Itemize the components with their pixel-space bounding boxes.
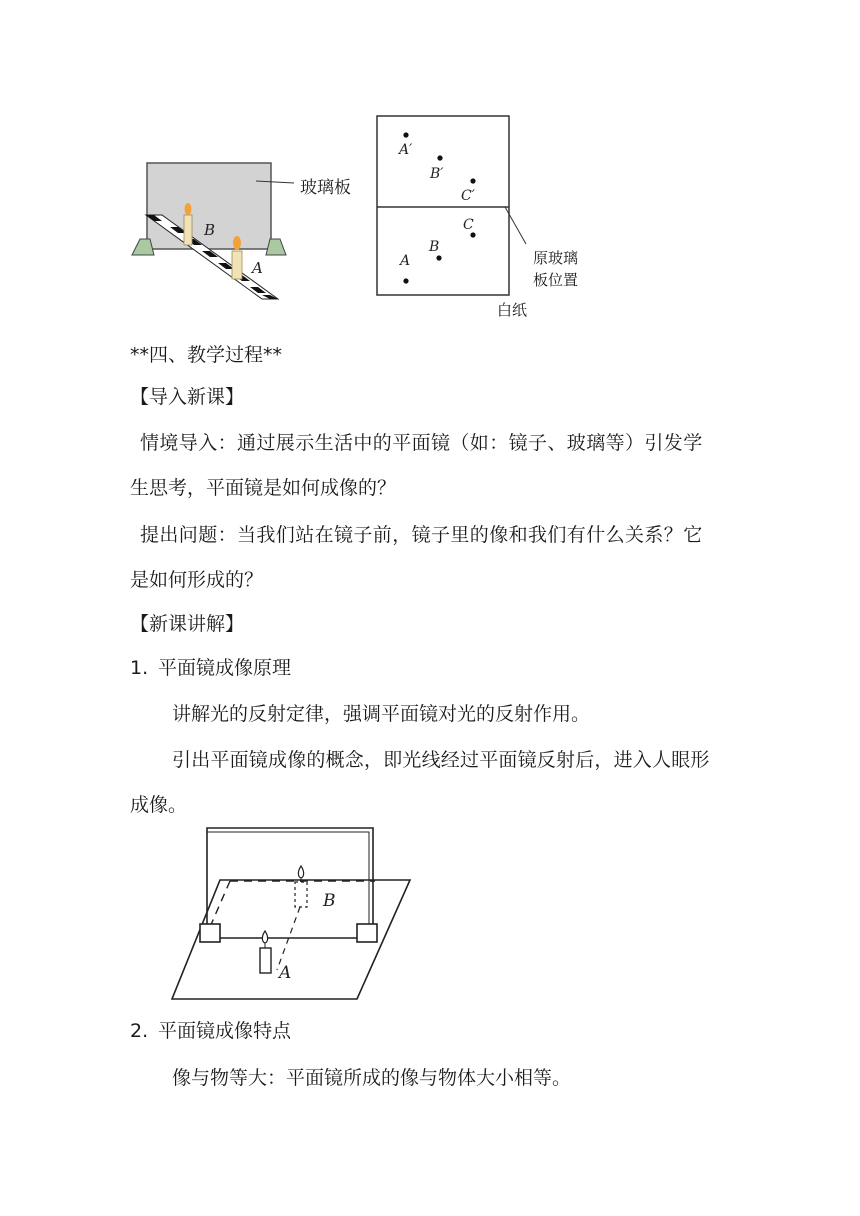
item-1-paragraph-2-line-1: 引出平面镜成像的概念，即光线经过平面镜反射后，进入人眼形 bbox=[172, 749, 710, 771]
glass-leader-line bbox=[256, 176, 296, 186]
item-1-number: 1. bbox=[130, 657, 149, 679]
intro-paragraph-1-line-2: 生思考，平面镜是如何成像的？ bbox=[130, 477, 397, 499]
candle-a bbox=[232, 236, 242, 279]
point-c-prime bbox=[470, 178, 475, 183]
intro-paragraph-2-line-2: 是如何形成的？ bbox=[130, 569, 264, 591]
item-2-title: 平面镜成像特点 bbox=[158, 1020, 292, 1042]
label-b: B bbox=[204, 221, 216, 239]
right-stand bbox=[357, 924, 377, 942]
right-stand bbox=[266, 239, 286, 255]
item-1-paragraph-1: 讲解光的反射定律，强调平面镜对光的反射作用。 bbox=[172, 703, 591, 725]
intro-paragraph-1-line-1: 情境导入：通过展示生活中的平面镜（如：镜子、玻璃等）引发学 bbox=[140, 432, 703, 454]
intro-paragraph-2-line-1: 提出问题：当我们站在镜子前，镜子里的像和我们有什么关系？它 bbox=[140, 524, 703, 546]
label-c: C bbox=[463, 217, 474, 233]
point-a bbox=[403, 278, 408, 283]
glass-position-label-2: 板位置 bbox=[533, 271, 579, 289]
paper-rect bbox=[377, 116, 509, 295]
point-b bbox=[436, 255, 441, 260]
left-stand bbox=[132, 239, 154, 255]
white-paper-figure bbox=[370, 110, 600, 330]
glass-label: 玻璃板 bbox=[300, 178, 351, 198]
glass-position-label-1: 原玻璃 bbox=[533, 249, 579, 267]
label-b: B bbox=[323, 891, 336, 911]
point-b-prime bbox=[437, 155, 442, 160]
label-c-prime: C′ bbox=[461, 188, 475, 204]
label-b-prime: B′ bbox=[430, 166, 444, 182]
label-a: A bbox=[400, 253, 411, 269]
point-c bbox=[470, 232, 475, 237]
candle-b bbox=[184, 203, 192, 245]
left-stand bbox=[200, 924, 220, 942]
item-1-paragraph-2-line-2: 成像。 bbox=[130, 794, 188, 816]
plane-mirror-setup-figure bbox=[165, 822, 415, 1004]
paper-label: 白纸 bbox=[497, 301, 528, 319]
new-lesson-section-title: 【新课讲解】 bbox=[130, 613, 245, 635]
item-2-paragraph-1: 像与物等大：平面镜所成的像与物体大小相等。 bbox=[172, 1067, 572, 1089]
item-2-number: 2. bbox=[130, 1020, 149, 1042]
intro-section-title: 【导入新课】 bbox=[130, 386, 245, 408]
point-a-prime bbox=[403, 132, 408, 137]
section-heading: **四、教学过程** bbox=[130, 344, 283, 366]
label-a: A bbox=[252, 259, 263, 277]
label-b: B bbox=[429, 239, 440, 255]
label-a: A bbox=[279, 963, 292, 983]
item-1-title: 平面镜成像原理 bbox=[158, 657, 292, 679]
label-a-prime: A′ bbox=[399, 142, 413, 158]
